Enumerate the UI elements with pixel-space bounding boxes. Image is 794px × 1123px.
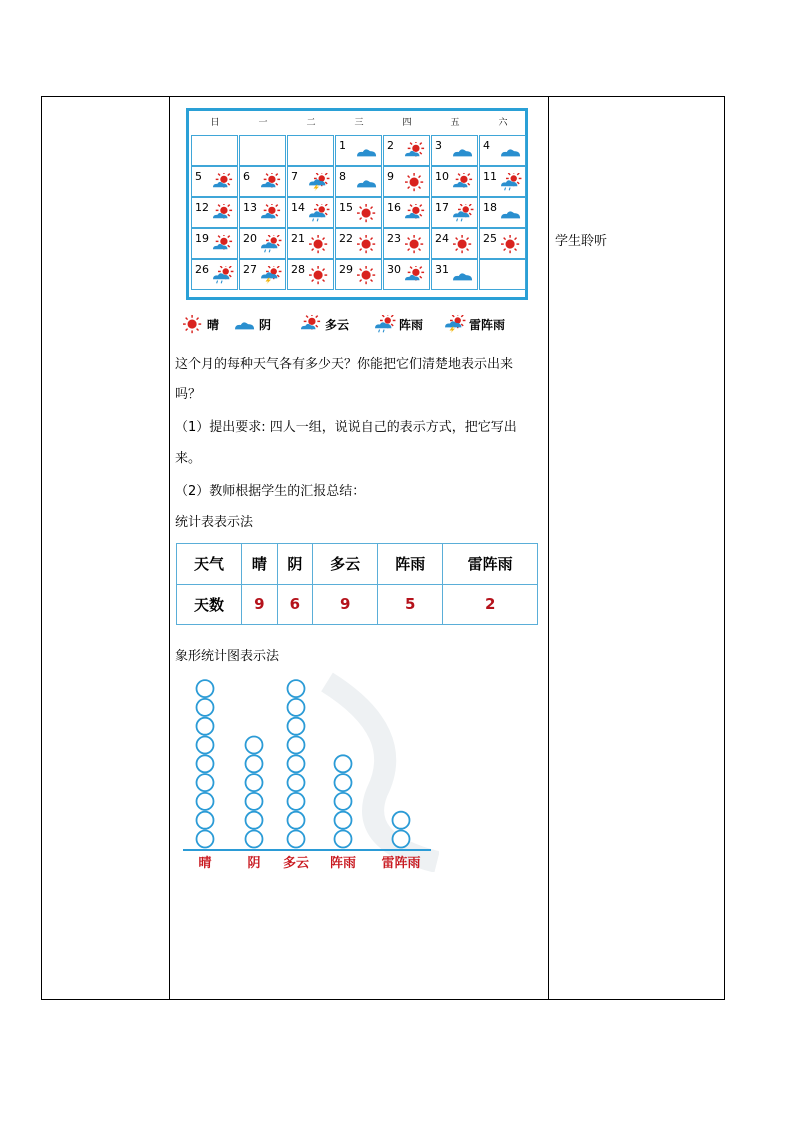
table-row xyxy=(177,544,538,585)
day-number: 20 xyxy=(243,232,257,245)
calendar-cell xyxy=(335,228,382,259)
day-number: 11 xyxy=(483,170,497,183)
step-2: （2）教师根据学生的汇报总结： xyxy=(175,484,366,499)
column-divider-2 xyxy=(548,97,549,999)
calendar-cell xyxy=(239,259,286,290)
day-number: 10 xyxy=(435,170,449,183)
shower-weather-icon xyxy=(308,204,330,224)
day-count-cell: 6 xyxy=(277,584,313,625)
calendar-cell xyxy=(479,135,526,166)
pictograph-circle xyxy=(197,812,214,829)
calendar-cell xyxy=(287,135,334,166)
calendar-cell xyxy=(287,166,334,197)
calendar-cell xyxy=(431,135,478,166)
partly-weather-icon xyxy=(260,173,282,193)
pictograph-circle xyxy=(335,831,352,848)
day-number: 29 xyxy=(339,263,353,276)
day-number: 1 xyxy=(339,139,346,152)
weather-column-header: 多云 xyxy=(313,544,378,585)
sunny-weather-icon xyxy=(182,315,204,335)
sunny-weather-icon xyxy=(404,235,426,255)
pictograph-circle xyxy=(393,831,410,848)
category-label: 雷阵雨 xyxy=(381,856,421,871)
weekday-label: 日 xyxy=(210,118,220,128)
calendar-cell xyxy=(191,197,238,228)
calendar-cell xyxy=(239,197,286,228)
cloudy-weather-icon xyxy=(500,204,522,224)
weather-column-header: 雷阵雨 xyxy=(443,544,538,585)
pictograph-circle xyxy=(197,680,214,697)
day-number: 3 xyxy=(435,139,442,152)
pictograph-circle xyxy=(288,793,305,810)
legend-label: 多云 xyxy=(325,318,350,332)
sunny-weather-icon xyxy=(356,266,378,286)
step-1-line-2: 来。 xyxy=(175,451,202,466)
pictograph-circle xyxy=(246,755,263,772)
calendar-cell xyxy=(479,166,526,197)
weather-column-header: 晴 xyxy=(242,544,278,585)
pictograph-circle xyxy=(197,774,214,791)
pictograph-chart xyxy=(177,672,439,872)
cloudy-weather-icon xyxy=(356,173,378,193)
calendar-cell xyxy=(287,228,334,259)
day-number: 23 xyxy=(387,232,401,245)
calendar-cell xyxy=(287,197,334,228)
sunny-weather-icon xyxy=(500,235,522,255)
category-label: 阴 xyxy=(247,856,261,871)
calendar-cell xyxy=(335,135,382,166)
shower-weather-icon xyxy=(212,266,234,286)
day-number: 25 xyxy=(483,232,497,245)
shower-weather-icon xyxy=(500,173,522,193)
pictograph-circle xyxy=(288,699,305,716)
cloudy-weather-icon xyxy=(500,142,522,162)
calendar-weekday-header xyxy=(189,115,525,133)
weekday-label: 六 xyxy=(498,118,508,128)
pictograph-circle xyxy=(288,831,305,848)
partly-weather-icon xyxy=(260,204,282,224)
partly-weather-icon xyxy=(300,315,322,335)
thunder-weather-icon xyxy=(308,173,330,193)
header-cell: 天气 xyxy=(177,544,242,585)
calendar-cell xyxy=(383,228,430,259)
day-number: 13 xyxy=(243,201,257,214)
category-label: 晴 xyxy=(198,856,212,871)
statistics-table xyxy=(176,543,538,625)
partly-weather-icon xyxy=(212,173,234,193)
legend-label: 阵雨 xyxy=(399,318,424,332)
day-number: 14 xyxy=(291,201,305,214)
partly-weather-icon xyxy=(404,204,426,224)
sunny-weather-icon xyxy=(356,204,378,224)
calendar-cell xyxy=(479,259,526,290)
partly-weather-icon xyxy=(404,142,426,162)
day-count-cell: 9 xyxy=(313,584,378,625)
cloudy-weather-icon xyxy=(356,142,378,162)
day-number: 8 xyxy=(339,170,346,183)
pictograph-method-label: 象形统计图表示法 xyxy=(175,649,280,664)
calendar-cell xyxy=(239,166,286,197)
calendar-cell xyxy=(431,197,478,228)
legend-label: 雷阵雨 xyxy=(469,318,506,332)
day-number: 6 xyxy=(243,170,250,183)
pictograph-circle xyxy=(197,831,214,848)
calendar-cell xyxy=(335,197,382,228)
weekday-label: 一 xyxy=(258,118,268,128)
calendar-cell xyxy=(431,166,478,197)
day-number: 22 xyxy=(339,232,353,245)
weekday-label: 四 xyxy=(402,118,412,128)
calendar-cell xyxy=(431,259,478,290)
weather-column-header: 阴 xyxy=(277,544,313,585)
cloudy-weather-icon xyxy=(452,142,474,162)
pictograph-circle xyxy=(197,755,214,772)
day-number: 7 xyxy=(291,170,298,183)
calendar-cell xyxy=(383,197,430,228)
calendar-cell xyxy=(239,135,286,166)
sunny-weather-icon xyxy=(452,235,474,255)
day-number: 19 xyxy=(195,232,209,245)
pictograph-circle xyxy=(335,812,352,829)
calendar-cell xyxy=(431,228,478,259)
pictograph-circle xyxy=(288,774,305,791)
sunny-weather-icon xyxy=(356,235,378,255)
calendar-cell xyxy=(479,228,526,259)
pictograph-circle xyxy=(246,774,263,791)
calendar-cell xyxy=(335,166,382,197)
pictograph-circle xyxy=(288,737,305,754)
day-number: 27 xyxy=(243,263,257,276)
category-label: 阵雨 xyxy=(329,856,357,871)
day-number: 26 xyxy=(195,263,209,276)
day-count-cell: 9 xyxy=(242,584,278,625)
day-number: 9 xyxy=(387,170,394,183)
sunny-weather-icon xyxy=(308,266,330,286)
pictograph-circle xyxy=(246,812,263,829)
calendar-cell xyxy=(383,259,430,290)
partly-weather-icon xyxy=(452,173,474,193)
legend-label: 晴 xyxy=(207,318,220,332)
weekday-label: 五 xyxy=(450,118,460,128)
calendar-cell xyxy=(191,259,238,290)
day-number: 2 xyxy=(387,139,394,152)
pictograph-circle xyxy=(393,812,410,829)
column-divider-1 xyxy=(169,97,170,999)
calendar-cell xyxy=(287,259,334,290)
question-line-2: 吗？ xyxy=(175,387,202,402)
partly-weather-icon xyxy=(404,266,426,286)
shower-weather-icon xyxy=(452,204,474,224)
thunder-weather-icon xyxy=(444,315,466,335)
question-line-1: 这个月的每种天气各有多少天？你能把它们清楚地表示出来 xyxy=(175,357,514,372)
weather-calendar xyxy=(186,108,528,300)
legend-label: 阴 xyxy=(259,318,272,332)
table-row xyxy=(177,584,538,625)
weekday-label: 二 xyxy=(306,118,316,128)
sunny-weather-icon xyxy=(404,173,426,193)
pictograph-circle xyxy=(197,737,214,754)
calendar-cell xyxy=(383,135,430,166)
day-count-cell: 5 xyxy=(378,584,443,625)
row-label-cell: 天数 xyxy=(177,584,242,625)
day-number: 31 xyxy=(435,263,449,276)
pictograph-circle xyxy=(288,755,305,772)
day-number: 17 xyxy=(435,201,449,214)
calendar-cell xyxy=(239,228,286,259)
day-number: 24 xyxy=(435,232,449,245)
partly-weather-icon xyxy=(212,204,234,224)
day-number: 28 xyxy=(291,263,305,276)
pictograph-circle xyxy=(197,793,214,810)
shower-weather-icon xyxy=(374,315,396,335)
pictograph-circle xyxy=(335,793,352,810)
pictograph-circle xyxy=(288,812,305,829)
calendar-cell xyxy=(191,166,238,197)
weather-column-header: 阵雨 xyxy=(378,544,443,585)
sunny-weather-icon xyxy=(308,235,330,255)
partly-weather-icon xyxy=(212,235,234,255)
day-number: 4 xyxy=(483,139,490,152)
day-number: 18 xyxy=(483,201,497,214)
calendar-cell xyxy=(191,228,238,259)
pictograph-circle xyxy=(335,774,352,791)
pictograph-circle xyxy=(288,680,305,697)
weekday-label: 三 xyxy=(354,118,364,128)
thunder-weather-icon xyxy=(260,266,282,286)
cloudy-weather-icon xyxy=(234,315,256,335)
pictograph-circle xyxy=(246,793,263,810)
student-activity-note: 学生聆听 xyxy=(555,234,608,249)
day-number: 16 xyxy=(387,201,401,214)
table-method-label: 统计表表示法 xyxy=(175,515,254,530)
day-number: 5 xyxy=(195,170,202,183)
day-count-cell: 2 xyxy=(443,584,538,625)
day-number: 21 xyxy=(291,232,305,245)
calendar-cell xyxy=(479,197,526,228)
pictograph-circle xyxy=(246,737,263,754)
step-1-line-1: （1）提出要求: 四人一组，说说自己的表示方式，把它写出 xyxy=(175,420,517,435)
category-label: 多云 xyxy=(282,856,310,871)
day-number: 30 xyxy=(387,263,401,276)
pictograph-circle xyxy=(246,831,263,848)
day-number: 12 xyxy=(195,201,209,214)
pictograph-circle xyxy=(288,718,305,735)
cloudy-weather-icon xyxy=(452,266,474,286)
pictograph-circle xyxy=(197,718,214,735)
calendar-cell xyxy=(191,135,238,166)
pictograph-circle xyxy=(197,699,214,716)
shower-weather-icon xyxy=(260,235,282,255)
calendar-cell xyxy=(383,166,430,197)
calendar-cell xyxy=(335,259,382,290)
day-number: 15 xyxy=(339,201,353,214)
pictograph-circle xyxy=(335,755,352,772)
